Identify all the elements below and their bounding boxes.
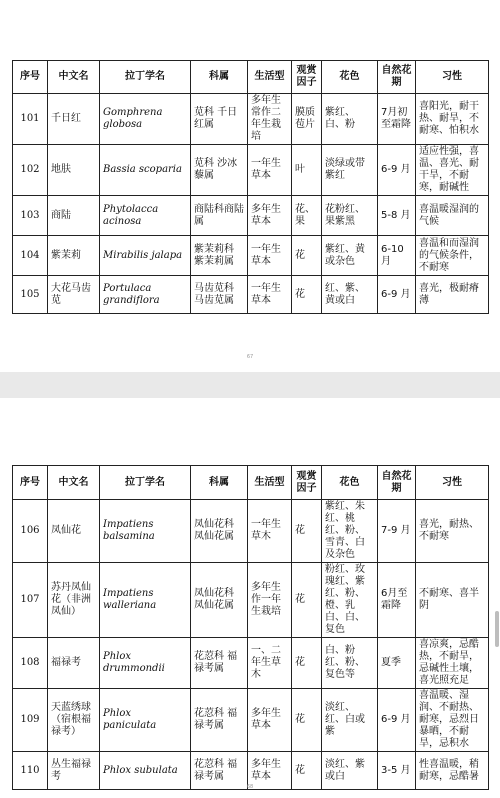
cell-no: 110 (13, 752, 48, 790)
cell-family: 马齿苋科 马齿苋属 (191, 276, 248, 314)
cell-ornamental: 花 (292, 276, 322, 314)
cell-habit: 不耐寒、喜半阴 (416, 563, 489, 638)
header-cn-name: 中文名 (48, 466, 100, 500)
header-no: 序号 (13, 466, 48, 500)
cell-life-form: 多年生草本 (248, 752, 292, 790)
cell-no: 106 (13, 500, 48, 563)
cell-ornamental: 花 (292, 689, 322, 752)
cell-flower-color: 紫红、朱红、桃红、粉、雪青、白及杂色 (322, 500, 378, 563)
cell-latin-name: Phlox paniculata (100, 689, 191, 752)
cell-family: 苋科 千日红属 (191, 94, 248, 145)
cell-cn-name: 千日红 (48, 94, 100, 145)
header-no: 序号 (13, 61, 48, 94)
page-number: 68 (246, 784, 254, 790)
cell-life-form: 一年生草木 (248, 500, 292, 563)
cell-life-form: 一、二年生草木 (248, 638, 292, 689)
cell-ornamental: 花 (292, 500, 322, 563)
document-page-68 (0, 398, 500, 798)
document-page-67 (0, 0, 500, 372)
cell-flowering: 5-8 月 (378, 196, 416, 236)
cell-family: 凤仙花科 凤仙花属 (191, 500, 248, 563)
cell-habit: 喜凉爽，忌酷热，不耐旱，忌碱性土壤，喜光照充足 (416, 638, 489, 689)
cell-ornamental: 花 (292, 638, 322, 689)
cell-flower-color: 白、粉红、粉、复色等 (322, 638, 378, 689)
cell-no: 101 (13, 94, 48, 145)
cell-no: 108 (13, 638, 48, 689)
cell-family: 花荵科 福禄考属 (191, 638, 248, 689)
cell-ornamental: 花 (292, 236, 322, 276)
cell-flower-color: 紫红、白、粉 (322, 94, 378, 145)
table-row (13, 638, 489, 689)
cell-cn-name: 苏丹凤仙花（非洲凤仙） (48, 563, 100, 638)
cell-flowering: 7月初至霜降 (378, 94, 416, 145)
cell-latin-name: Impatiens balsamina (100, 500, 191, 563)
header-life-form: 生活型 (248, 61, 292, 94)
cell-no: 109 (13, 689, 48, 752)
table-row (13, 145, 489, 196)
cell-cn-name: 丛生福禄考 (48, 752, 100, 790)
cell-ornamental: 花、果 (292, 196, 322, 236)
cell-habit: 喜温暖、湿润、不耐热、耐寒，忌烈日暴晒，不耐旱，忌积水 (416, 689, 489, 752)
cell-life-form: 多年生作一年生栽培 (248, 563, 292, 638)
header-flower-color: 花色 (322, 466, 378, 500)
header-flowering: 自然花期 (378, 466, 416, 500)
header-family: 科属 (191, 466, 248, 500)
cell-family: 紫茉莉科 紫茉莉属 (191, 236, 248, 276)
cell-flowering: 3-5 月 (378, 752, 416, 790)
cell-family: 花荵科 福禄考属 (191, 689, 248, 752)
cell-latin-name: Bassia scoparia (100, 145, 191, 196)
header-flowering: 自然花期 (378, 61, 416, 94)
table-row (13, 236, 489, 276)
cell-no: 104 (13, 236, 48, 276)
cell-flowering: 夏季 (378, 638, 416, 689)
cell-cn-name: 凤仙花 (48, 500, 100, 563)
cell-no: 107 (13, 563, 48, 638)
cell-latin-name: Phytolacca acinosa (100, 196, 191, 236)
header-habit: 习性 (416, 466, 489, 500)
cell-habit: 喜阳光，耐干热、耐旱，不耐寒、怕积水 (416, 94, 489, 145)
cell-cn-name: 天蓝绣球（宿根福禄考） (48, 689, 100, 752)
cell-flower-color: 花粉红、果紫黑 (322, 196, 378, 236)
cell-cn-name: 商陆 (48, 196, 100, 236)
cell-flowering: 7-9 月 (378, 500, 416, 563)
cell-ornamental: 膜质苞片 (292, 94, 322, 145)
cell-flower-color: 淡绿或带紫红 (322, 145, 378, 196)
cell-family: 商陆科商陆属 (191, 196, 248, 236)
table-row (13, 94, 489, 145)
cell-habit: 性喜温暖，稍耐寒，忌酷暑 (416, 752, 489, 790)
plant-table-page-68 (12, 465, 489, 790)
cell-habit: 适应性强，喜温、喜光、耐干旱，不耐寒，耐碱性 (416, 145, 489, 196)
table-row (13, 689, 489, 752)
cell-life-form: 多年生草本 (248, 689, 292, 752)
cell-flowering: 6-9 月 (378, 276, 416, 314)
plant-table-page-67 (12, 60, 489, 314)
cell-cn-name: 地肤 (48, 145, 100, 196)
cell-flower-color: 淡红、紫或白 (322, 752, 378, 790)
cell-flowering: 6-9 月 (378, 689, 416, 752)
cell-cn-name: 大花马齿苋 (48, 276, 100, 314)
cell-ornamental: 花 (292, 752, 322, 790)
header-habit: 习性 (416, 61, 489, 94)
header-ornamental: 观赏因子 (292, 61, 322, 94)
cell-ornamental: 叶 (292, 145, 322, 196)
scrollbar-thumb[interactable] (495, 611, 499, 647)
cell-ornamental: 花 (292, 563, 322, 638)
header-latin-name: 拉丁学名 (100, 61, 191, 94)
cell-habit: 喜光，极耐瘠薄 (416, 276, 489, 314)
cell-latin-name: Portulaca grandiflora (100, 276, 191, 314)
cell-flower-color: 淡红、红、白或紫 (322, 689, 378, 752)
table-row (13, 563, 489, 638)
cell-no: 103 (13, 196, 48, 236)
table-header-row (13, 466, 489, 500)
header-latin-name: 拉丁学名 (100, 466, 191, 500)
cell-flower-color: 红、紫、黄或白 (322, 276, 378, 314)
header-family: 科属 (191, 61, 248, 94)
header-ornamental: 观赏因子 (292, 466, 322, 500)
table-row (13, 500, 489, 563)
cell-life-form: 一年生草本 (248, 145, 292, 196)
header-flower-color: 花色 (322, 61, 378, 94)
cell-flower-color: 紫红、黄或杂色 (322, 236, 378, 276)
cell-no: 102 (13, 145, 48, 196)
cell-life-form: 多年生常作二年生栽培 (248, 94, 292, 145)
cell-flower-color: 粉红、玫瑰红、紫红、粉、橙、乳白、白、复色 (322, 563, 378, 638)
cell-latin-name: Mirabilis jalapa (100, 236, 191, 276)
header-life-form: 生活型 (248, 466, 292, 500)
cell-life-form: 一年生草本 (248, 236, 292, 276)
cell-flowering: 6-10 月 (378, 236, 416, 276)
cell-habit: 喜光，耐热、不耐寒 (416, 500, 489, 563)
cell-flowering: 6-9 月 (378, 145, 416, 196)
cell-family: 凤仙花科 凤仙花属 (191, 563, 248, 638)
cell-family: 苋科 沙冰藜属 (191, 145, 248, 196)
cell-latin-name: Impatiens walleriana (100, 563, 191, 638)
header-cn-name: 中文名 (48, 61, 100, 94)
cell-cn-name: 紫茉莉 (48, 236, 100, 276)
cell-habit: 喜温和而湿润的气候条件，不耐寒 (416, 236, 489, 276)
cell-latin-name: Gomphrena globosa (100, 94, 191, 145)
page-number: 67 (246, 354, 254, 360)
table-row (13, 196, 489, 236)
table-header-row (13, 61, 489, 94)
cell-latin-name: Phlox subulata (100, 752, 191, 790)
cell-family: 花荵科 福禄考属 (191, 752, 248, 790)
cell-flowering: 6月至霜降 (378, 563, 416, 638)
cell-cn-name: 福禄考 (48, 638, 100, 689)
cell-no: 105 (13, 276, 48, 314)
cell-life-form: 一年生草本 (248, 276, 292, 314)
cell-life-form: 多年生草本 (248, 196, 292, 236)
cell-latin-name: Phlox drummondii (100, 638, 191, 689)
table-row (13, 276, 489, 314)
cell-habit: 喜温暖湿润的气候 (416, 196, 489, 236)
